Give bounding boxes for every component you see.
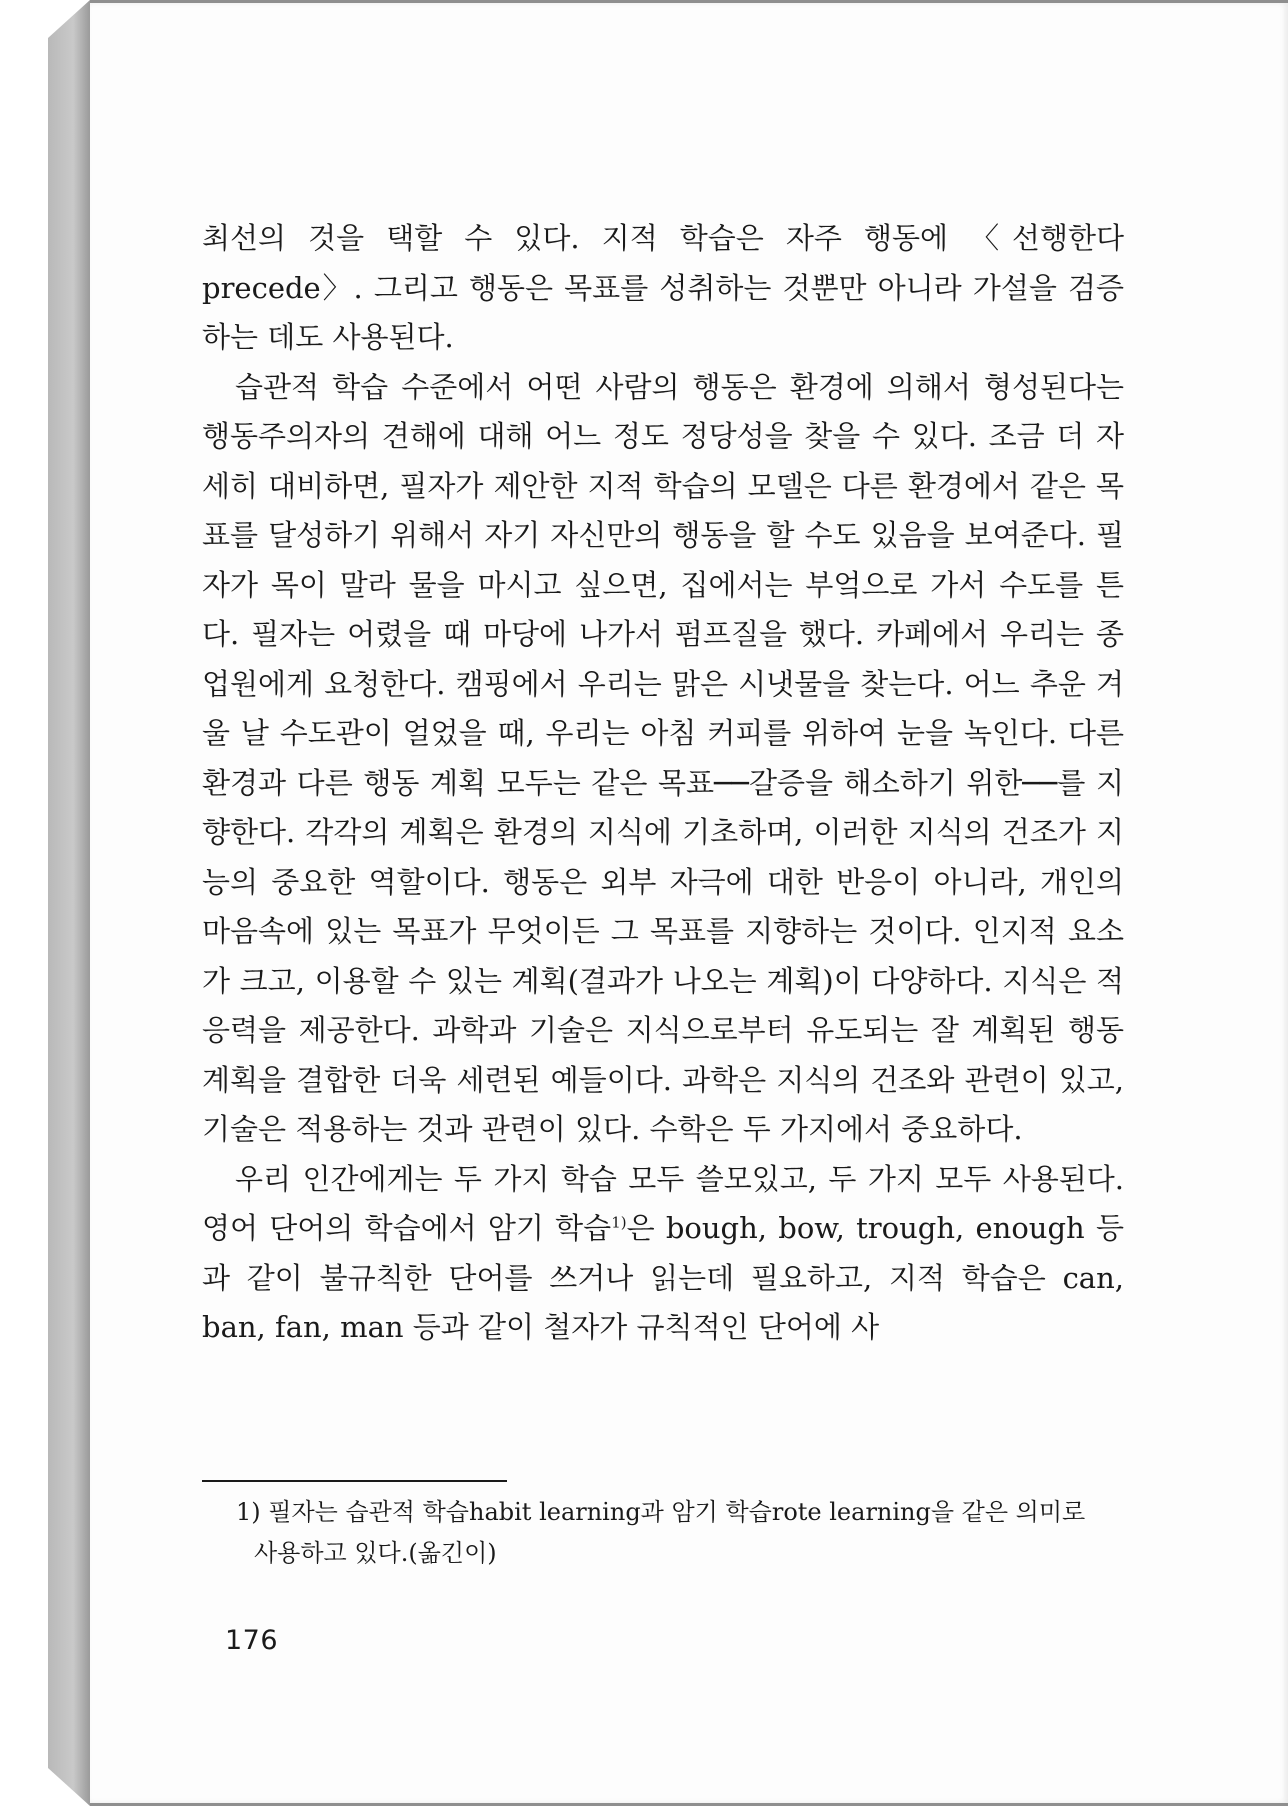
footnote bbox=[236, 1492, 1124, 1574]
paragraph-3-text-after-note: 은 bough, bow, trough, enough 등과 같이 불규칙한 단어를 쓰거나 읽는데 필요하고, 지적 학습은 can, ban, fan, man 등과 같이 철자가 규칙적인 단어에 사 bbox=[202, 1211, 1124, 1344]
body-text bbox=[202, 214, 1124, 1353]
footnote-marker: 1) bbox=[611, 1213, 627, 1232]
paragraph-3-text-before-note: 우리 인간에게는 두 가지 학습 모두 쓸모있고, 두 가지 모두 사용된다. 영어 단어의 학습에서 암기 학습 bbox=[202, 1161, 1124, 1245]
footnote-line-2: 사용하고 있다.(옮긴이) bbox=[254, 1539, 497, 1567]
footnote-rule bbox=[202, 1480, 507, 1482]
page-number: 176 bbox=[225, 1625, 279, 1656]
book-spine bbox=[48, 0, 90, 1806]
paragraph-2-text: 습관적 학습 수준에서 어떤 사람의 행동은 환경에 의해서 형성된다는 행동주의자의 견해에 대해 어느 정도 정당성을 찾을 수 있다. 조금 더 자세히 대비하면, 필자가 제안한 지적 학습의 모델은 다른 환경에서 같은 목표를 달성하기 위해서 자기 자신만의 행동을 할 수도 있음을 보여준다. 필자가 목이 말라 물을 마시고 싶으면, 집에서는 부엌으로 가서 수도를 튼다. 필자는 어렸을 때 마당에 나가서 펌프질을 했다. 카페에서 우리는 종업원에게 요청한다. 캠핑에서 우리는 맑은 시냇물을 찾는다. 어느 추운 겨울 날 수도관이 얼었을 때, 우리는 아침 커피를 위하여 눈을 녹인다. 다른 환경과 다른 행동 계획 모두는 같은 목표──갈증을 해소하기 위한──를 지향한다. 각각의 계획은 환경의 지식에 기초하며, 이러한 지식의 건조가 지능의 중요한 역할이다. 행동은 외부 자극에 대한 반응이 아니라, 개인의 마음속에 있는 목표가 무엇이든 그 목표를 지향하는 것이다. 인지적 요소가 크고, 이용할 수 있는 계획(결과가 나오는 계획)이 다양하다. 지식은 적응력을 제공한다. 과학과 기술은 지식으로부터 유도되는 잘 계획된 행동 계획을 결합한 더욱 세련된 예들이다. 과학은 지식의 건조와 관련이 있고, 기술은 적용하는 것과 관련이 있다. 수학은 두 가지에서 중요하다. bbox=[202, 369, 1124, 1146]
paragraph-1 bbox=[202, 214, 1124, 363]
paragraph-2 bbox=[202, 363, 1124, 1155]
footnote-line-1: 1) 필자는 습관적 학습habit learning과 암기 학습rote learning을 같은 의미로 bbox=[236, 1498, 1086, 1526]
paragraph-1-text: 최선의 것을 택할 수 있다. 지적 학습은 자주 행동에 〈선행한다 precede〉. 그리고 행동은 목표를 성취하는 것뿐만 아니라 가설을 검증하는 데도 사용된다. bbox=[202, 221, 1124, 354]
paragraph-3 bbox=[202, 1155, 1124, 1353]
